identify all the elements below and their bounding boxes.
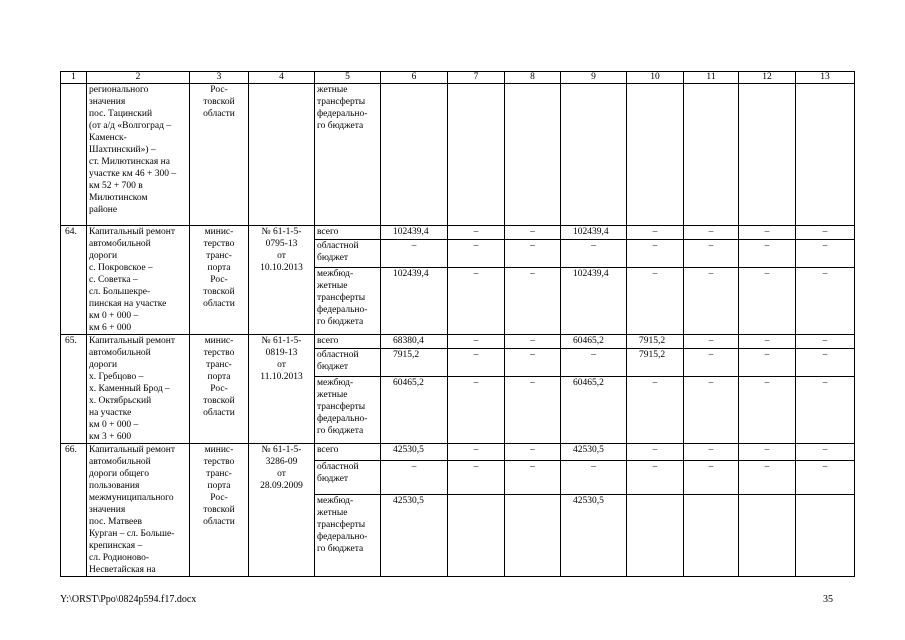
cell-value: 7915,2 [627, 349, 684, 377]
cell-value: – [796, 335, 855, 349]
cell-value [381, 84, 448, 226]
cell-document: № 61-1-5- 3286-09 от 28.09.2009 [249, 444, 315, 577]
cell-value [684, 495, 739, 577]
cell-value: – [448, 267, 505, 334]
table-row [61, 335, 855, 349]
cell-value: – [448, 376, 505, 443]
cell-value: – [739, 267, 796, 334]
cell-value: – [739, 444, 796, 461]
cell-value: – [448, 226, 505, 240]
cell-value [739, 495, 796, 577]
col-header: 4 [249, 72, 315, 84]
cell-funding-source: всего [315, 444, 381, 461]
cell-value: – [505, 376, 561, 443]
cell-funding-source: всего [315, 335, 381, 349]
footer-page-number: 35 [823, 594, 833, 605]
cell-document: № 61-1-5- 0795-13 от 10.10.2013 [249, 226, 315, 335]
col-header: 11 [684, 72, 739, 84]
cell-value: – [684, 240, 739, 268]
cell-value: 7915,2 [381, 349, 448, 377]
cell-value: – [561, 461, 627, 495]
cell-value: – [684, 444, 739, 461]
cell-organization: минис- терство транс- порта Рос- товской области [190, 335, 249, 444]
cell-funding-source: областной бюджет [315, 349, 381, 377]
cell-value [796, 495, 855, 577]
cell-organization: минис- терство транс- порта Рос- товской области [190, 226, 249, 335]
cell-value: – [739, 376, 796, 443]
cell-value: – [381, 240, 448, 268]
cell-value: – [739, 240, 796, 268]
col-header: 10 [627, 72, 684, 84]
col-header: 7 [448, 72, 505, 84]
cell-value [796, 84, 855, 226]
cell-value: – [739, 461, 796, 495]
cell-object-name: Капитальный ремонт автомобильной дороги общего пользования межмуниципального значения пос. Матвеев Курган – сл. Больше- крепинская – сл. Родионово- Несветайская на [87, 444, 190, 577]
cell-object-name: регионального значения пос. Тацинский (от а/д «Волгоград – Каменск- Шахтинский») – ст. Милютинская на участке км 46 + 300 – км 52 + 700 в Милютинском районе [87, 84, 190, 226]
col-header: 8 [505, 72, 561, 84]
cell-object-name: Капитальный ремонт автомобильной дороги х. Гребцово – х. Каменный Брод – х. Октябрьский на участке км 0 + 000 – км 3 + 600 [87, 335, 190, 444]
column-number-row [61, 72, 855, 84]
cell-value: – [505, 461, 561, 495]
cell-value: 7915,2 [627, 335, 684, 349]
cell-value: 60465,2 [561, 335, 627, 349]
cell-value: 42530,5 [561, 495, 627, 577]
cell-value: – [627, 444, 684, 461]
cell-value: 60465,2 [561, 376, 627, 443]
cell-value: – [627, 267, 684, 334]
col-header: 6 [381, 72, 448, 84]
cell-funding-source: жетные трансферты федерально- го бюджета [315, 84, 381, 226]
cell-no: 66. [61, 444, 87, 577]
cell-value: 102439,4 [381, 226, 448, 240]
cell-value: – [627, 226, 684, 240]
cell-document: № 61-1-5- 0819-13 от 11.10.2013 [249, 335, 315, 444]
cell-value [739, 84, 796, 226]
cell-value: – [684, 461, 739, 495]
cell-value: – [505, 335, 561, 349]
cell-value [627, 495, 684, 577]
cell-value: – [381, 461, 448, 495]
cell-document [249, 84, 315, 226]
cell-funding-source: межбюд- жетные трансферты федерально- го бюджета [315, 376, 381, 443]
cell-value [561, 84, 627, 226]
col-header: 9 [561, 72, 627, 84]
cell-value: – [739, 349, 796, 377]
cell-value: – [448, 240, 505, 268]
footer-file-path: Y:\ORST\Ppo\0824p594.f17.docx [60, 594, 197, 605]
cell-value: 42530,5 [561, 444, 627, 461]
cell-value [627, 84, 684, 226]
cell-value [448, 84, 505, 226]
cell-object-name: Капитальный ремонт автомобильной дороги с. Покровское – с. Советка – сл. Большекре- пинская на участке км 0 + 000 – км 6 + 000 [87, 226, 190, 335]
cell-value: 60465,2 [381, 376, 448, 443]
cell-value: – [739, 226, 796, 240]
cell-funding-source: областной бюджет [315, 240, 381, 268]
cell-value: 102439,4 [381, 267, 448, 334]
cell-value: – [684, 267, 739, 334]
cell-value: – [505, 267, 561, 334]
col-header: 13 [796, 72, 855, 84]
cell-value: – [448, 335, 505, 349]
table-row [61, 226, 855, 240]
cell-value: – [684, 335, 739, 349]
cell-value: – [684, 226, 739, 240]
cell-organization: Рос- товской области [190, 84, 249, 226]
cell-value: 68380,4 [381, 335, 448, 349]
cell-funding-source: межбюд- жетные трансферты федерально- го бюджета [315, 267, 381, 334]
cell-value: – [505, 226, 561, 240]
cell-value: – [627, 240, 684, 268]
cell-no [61, 84, 87, 226]
cell-no: 64. [61, 226, 87, 335]
cell-value: 102439,4 [561, 226, 627, 240]
cell-organization: минис- терство транс- порта Рос- товской области [190, 444, 249, 577]
col-header: 2 [87, 72, 190, 84]
cell-value [448, 495, 505, 577]
col-header: 5 [315, 72, 381, 84]
cell-value: – [796, 461, 855, 495]
cell-value: 42530,5 [381, 444, 448, 461]
table-row [61, 444, 855, 461]
cell-value: – [627, 376, 684, 443]
cell-value: 42530,5 [381, 495, 448, 577]
cell-value: – [448, 444, 505, 461]
cell-value [684, 84, 739, 226]
cell-funding-source: всего [315, 226, 381, 240]
cell-value: – [796, 444, 855, 461]
cell-value [505, 84, 561, 226]
budget-table [60, 71, 855, 577]
cell-funding-source: областной бюджет [315, 461, 381, 495]
cell-value: – [739, 335, 796, 349]
continuation-row [61, 84, 855, 226]
cell-value: – [796, 267, 855, 334]
cell-value: – [796, 349, 855, 377]
cell-value: – [796, 226, 855, 240]
col-header: 12 [739, 72, 796, 84]
cell-value: – [505, 349, 561, 377]
cell-value: – [684, 349, 739, 377]
cell-value: – [561, 349, 627, 377]
cell-value: – [561, 240, 627, 268]
cell-value [505, 495, 561, 577]
cell-value: – [684, 376, 739, 443]
cell-value: – [448, 461, 505, 495]
table-body [61, 72, 855, 577]
cell-funding-source: межбюд- жетные трансферты федерально- го бюджета [315, 495, 381, 577]
col-header: 3 [190, 72, 249, 84]
cell-value: 102439,4 [561, 267, 627, 334]
cell-value: – [505, 240, 561, 268]
cell-no: 65. [61, 335, 87, 444]
cell-value: – [796, 376, 855, 443]
cell-value: – [627, 461, 684, 495]
cell-value: – [505, 444, 561, 461]
cell-value: – [448, 349, 505, 377]
cell-value: – [796, 240, 855, 268]
col-header: 1 [61, 72, 87, 84]
